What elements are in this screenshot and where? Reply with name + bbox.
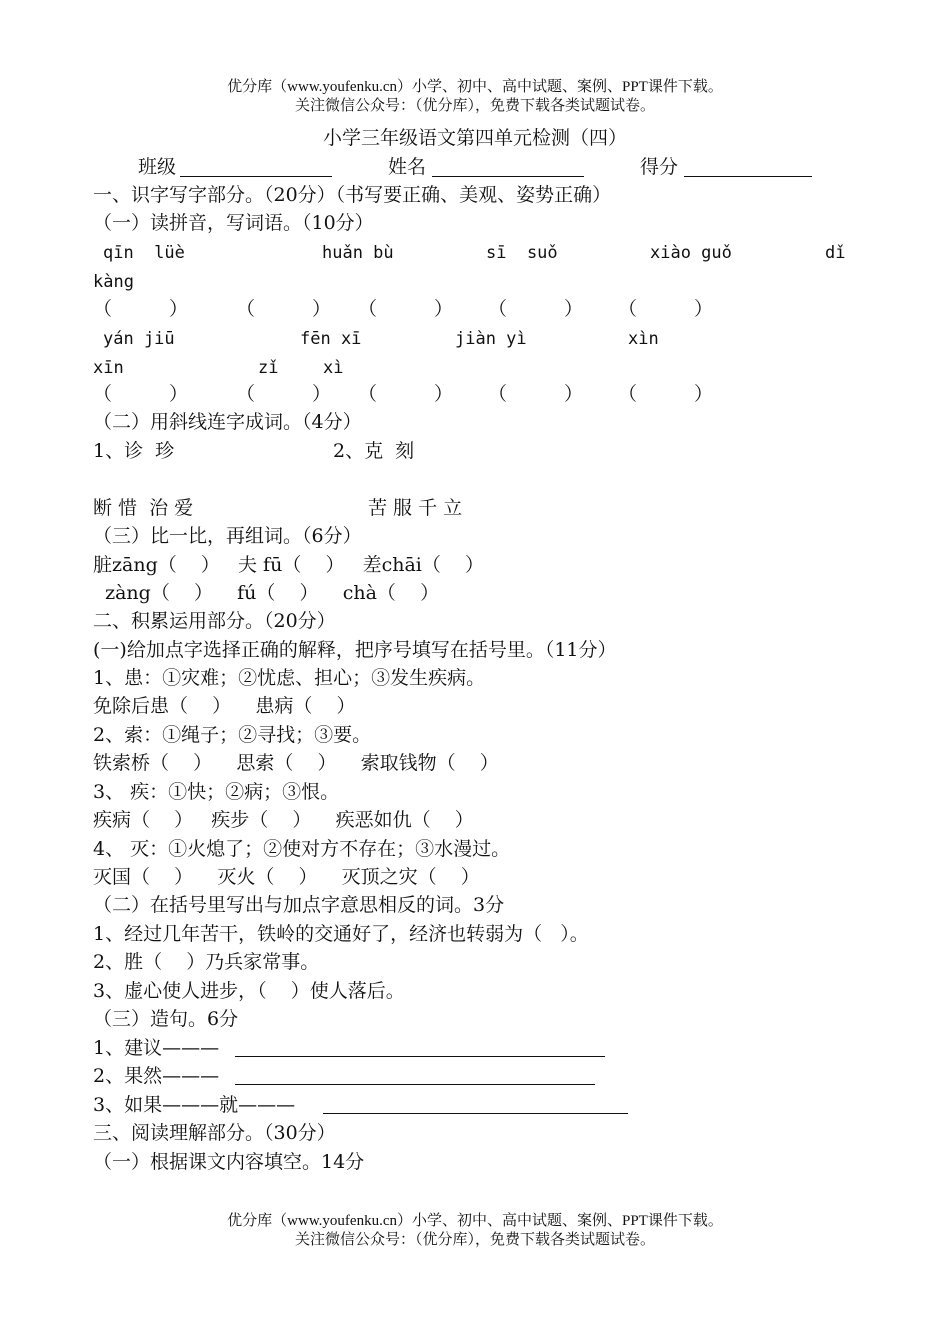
compare-row-2: zàng（ ） fú（ ） chà（ ）: [93, 582, 440, 604]
pinyin-8: jiàn yì: [455, 329, 527, 349]
part1-q1-heading: （一）读拼音，写词语。（10分）: [93, 212, 374, 234]
part3-heading: 三、阅读理解部分。（30分）: [93, 1122, 336, 1144]
explain-line-3: 2、索：①绳子；②寻找；③要。: [93, 724, 372, 746]
pinyin-2: huǎn bù: [322, 243, 394, 263]
pinyin-5: dǐ: [825, 243, 846, 263]
pinyin-1: qīn lüè: [103, 243, 185, 263]
answer-paren-10[interactable]: （ ）: [618, 383, 714, 405]
explain-line-5: 3、 疾：①快；②病；③恨。: [93, 781, 340, 803]
class-blank[interactable]: [180, 176, 332, 177]
sentence-3-blank[interactable]: [323, 1113, 628, 1114]
part2-heading: 二、积累运用部分。（20分）: [93, 610, 336, 632]
pinyin-9: xìn: [628, 329, 659, 349]
antonym-line-3: 3、虚心使人进步，（ ）使人落后。: [93, 980, 405, 1002]
part1-q3-heading: （三）比一比，再组词。（6分）: [93, 525, 362, 547]
footer-line-2: 关注微信公众号：（优分库），免费下载各类试题试卷。: [294, 1232, 655, 1248]
sentence-1-blank[interactable]: [235, 1056, 605, 1057]
answer-paren-4[interactable]: （ ）: [488, 298, 584, 320]
explain-line-6: 疾病（ ） 疾步（ ） 疾恶如仇（ ）: [93, 809, 474, 831]
answer-paren-2[interactable]: （ ）: [236, 298, 332, 320]
link-b-bottom: 苦 服 千 立: [368, 497, 463, 519]
answer-paren-7[interactable]: （ ）: [236, 383, 332, 405]
explain-line-8: 灭国（ ） 灭火（ ） 灭顶之灾（ ）: [93, 866, 480, 888]
explain-line-1: 1、患：①灾难；②忧虑、担心；③发生疾病。: [93, 667, 486, 689]
answer-paren-9[interactable]: （ ）: [488, 383, 584, 405]
header-line-2: 关注微信公众号：（优分库），免费下载各类试题试卷。: [294, 98, 655, 114]
explain-line-2: 免除后患（ ） 患病（ ）: [93, 695, 356, 717]
answer-paren-3[interactable]: （ ）: [358, 298, 454, 320]
link-a-top: 1、诊 珍: [93, 440, 175, 462]
pinyin-9-wrap: xīn: [93, 358, 124, 378]
header-line-1: 优分库（www.youfenku.cn）小学、初中、高中试题、案例、PPT课件下载。: [227, 79, 723, 95]
part2-q2-heading: （二）在括号里写出与加点字意思相反的词。3分: [93, 894, 505, 916]
compare-row-1: 脏zāng（ ） 夫 fū（ ） 差chāi（ ）: [93, 554, 485, 576]
pinyin-3: sī suǒ: [486, 243, 558, 263]
explain-line-4: 铁索桥（ ） 思索（ ） 索取钱物（ ）: [93, 752, 499, 774]
part2-q3-heading: （三）造句。6分: [93, 1008, 239, 1030]
answer-paren-8[interactable]: （ ）: [358, 383, 454, 405]
page-title: 小学三年级语文第四单元检测（四）: [322, 127, 627, 149]
antonym-line-1: 1、经过几年苦干，铁岭的交通好了，经济也转弱为（ ）。: [93, 923, 589, 945]
explain-line-7: 4、 灭：①火熄了；②使对方不存在；③水漫过。: [93, 838, 511, 860]
score-blank[interactable]: [684, 176, 812, 177]
name-blank[interactable]: [432, 176, 584, 177]
part1-q2-heading: （二）用斜线连字成词。（4分）: [93, 411, 362, 433]
score-label: 得分: [640, 156, 679, 178]
pinyin-6: yán jiū: [103, 329, 175, 349]
part2-q1-heading: (一)给加点字选择正确的解释，把序号填写在括号里。（11分）: [93, 639, 617, 661]
pinyin-10b: xì: [323, 358, 344, 378]
link-a-bottom: 断 惜 治 爱: [93, 497, 194, 519]
pinyin-10a: zǐ: [258, 358, 279, 378]
antonym-line-2: 2、胜（ ）乃兵家常事。: [93, 951, 320, 973]
class-label: 班级: [138, 156, 177, 178]
footer-line-1: 优分库（www.youfenku.cn）小学、初中、高中试题、案例、PPT课件下载。: [227, 1213, 723, 1229]
name-label: 姓名: [388, 156, 427, 178]
sentence-2-blank[interactable]: [235, 1084, 595, 1085]
part1-heading: 一、识字写字部分。（20分）（书写要正确、美观、姿势正确）: [93, 184, 612, 206]
pinyin-4: xiào guǒ: [650, 243, 732, 263]
sentence-3-label: 3、如果———就———: [93, 1094, 296, 1116]
answer-paren-1[interactable]: （ ）: [93, 298, 189, 320]
pinyin-7: fēn xī: [300, 329, 362, 349]
part3-q1-heading: （一）根据课文内容填空。14分: [93, 1151, 365, 1173]
answer-paren-5[interactable]: （ ）: [618, 298, 714, 320]
pinyin-5-wrap: kàng: [93, 272, 134, 292]
sentence-2-label: 2、果然———: [93, 1065, 220, 1087]
sentence-1-label: 1、建议———: [93, 1037, 220, 1059]
link-b-top: 2、克 刻: [333, 440, 415, 462]
answer-paren-6[interactable]: （ ）: [93, 383, 189, 405]
